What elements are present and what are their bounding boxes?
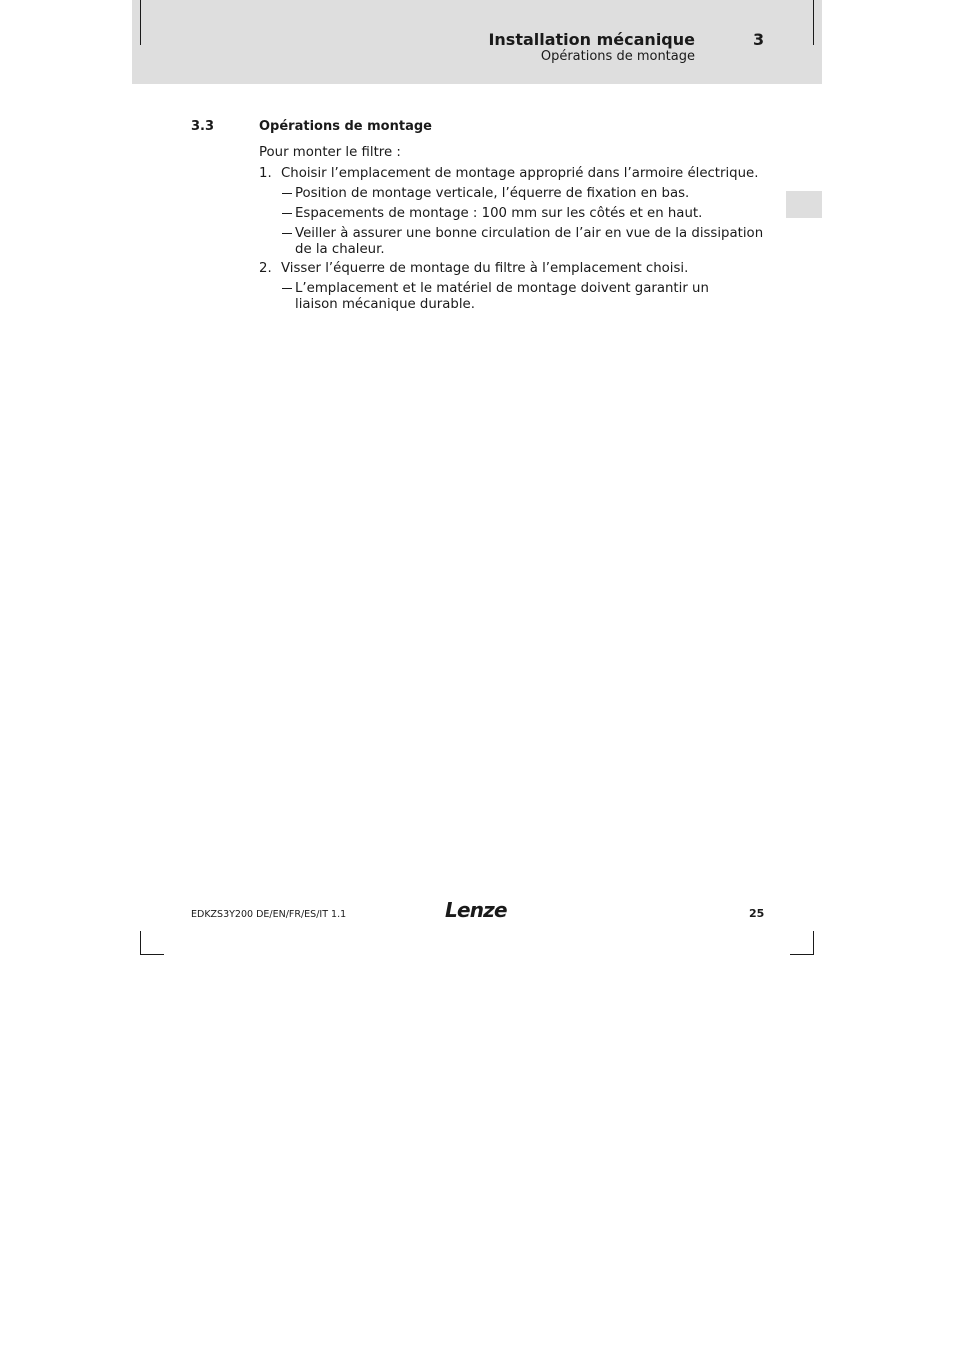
- lenze-logo: Lenze: [445, 898, 507, 922]
- dash-bullet: [282, 193, 292, 194]
- step-text: Choisir l’emplacement de montage approprié dans l’armoire électrique.: [281, 166, 759, 181]
- step-marker: 2.: [259, 261, 272, 276]
- sub-item: Position de montage verticale, l’équerre de fixation en bas.: [295, 186, 690, 201]
- document-id: EDKZS3Y200 DE/EN/FR/ES/IT 1.1: [191, 909, 347, 920]
- crop-mark-bottom-left-h: [140, 954, 164, 955]
- sub-item: Espacements de montage : 100 mm sur les côtés et en haut.: [295, 206, 703, 221]
- dash-bullet: [282, 288, 292, 289]
- step-marker: 1.: [259, 166, 272, 181]
- chapter-title: Installation mécanique: [488, 30, 695, 49]
- sub-item: L’emplacement et le matériel de montage doivent garantir un liaison mécanique durable.: [295, 281, 709, 312]
- chapter-side-tab: [786, 191, 822, 218]
- crop-mark-top-right: [813, 0, 814, 45]
- dash-bullet: [282, 213, 292, 214]
- section-title: Opérations de montage: [259, 119, 432, 134]
- crop-mark-bottom-right-v: [813, 931, 814, 955]
- crop-mark-bottom-right-h: [790, 954, 814, 955]
- crop-mark-top-left: [140, 0, 141, 45]
- intro-text: Pour monter le filtre :: [259, 145, 401, 160]
- section-number: 3.3: [191, 119, 215, 134]
- sub-item: Veiller à assurer une bonne circulation de l’air en vue de la dissipation de la chaleur.: [295, 226, 764, 257]
- crop-mark-bottom-left-v: [140, 931, 141, 955]
- chapter-subtitle: Opérations de montage: [540, 49, 695, 64]
- header-band: [132, 0, 822, 84]
- step-text: Visser l’équerre de montage du filtre à l’emplacement choisi.: [281, 261, 689, 276]
- dash-bullet: [282, 233, 292, 234]
- page-number: 25: [749, 907, 765, 920]
- chapter-number: 3: [753, 30, 765, 49]
